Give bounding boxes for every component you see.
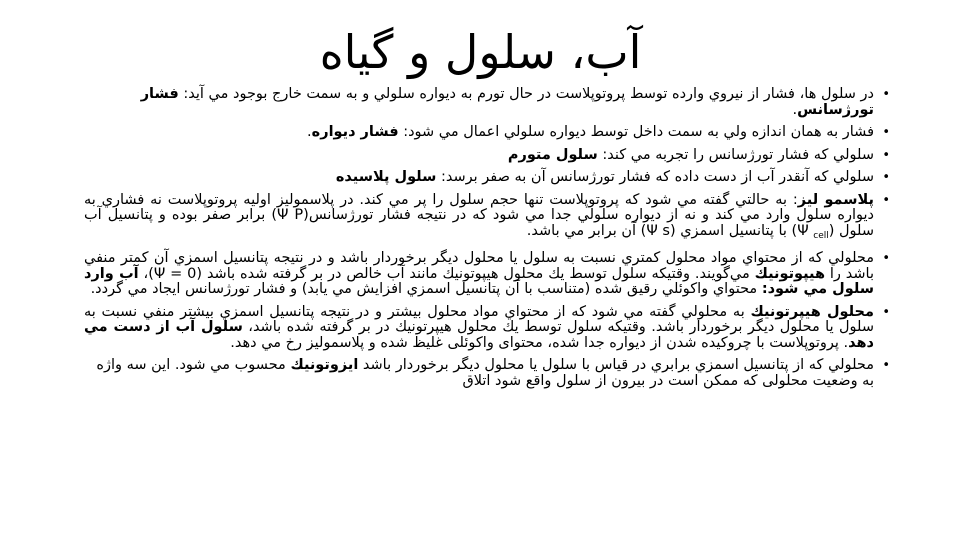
term-turgor-pressure: فشار تورژسانس <box>140 86 874 118</box>
bullet-text: محسوب مي شود. اين سه واژه به وضعيت محلولی كه ممكن است در بيرون از سلول واقع شود اتلاق <box>96 357 874 389</box>
bullet-text: . <box>307 124 312 140</box>
term-hypotonic: هيپوتونيك <box>754 265 825 282</box>
bullet-turgid-cell <box>84 148 890 164</box>
psi-p-symbol: Ψ P <box>276 207 304 223</box>
bullet-text: ) برابر صفر بوده و پتانسيل آب سلول ( <box>84 207 874 239</box>
bullet-text: محلولي كه از پتانسيل اسمزي برابري در قياس با سلول يا محلول ديگر برخوردار باشد <box>358 357 874 373</box>
bullet-text: )، <box>138 265 154 282</box>
bullet-text: مي‌گويند. وقتيكه سلول توسط يك محلول هيپوتونيك مانند آب خالص در بر گرفته شده باشد ( <box>196 265 755 282</box>
term-cell-loses-water: سلول آب از دست مي دهد <box>84 319 874 351</box>
bullet-list <box>84 87 890 396</box>
psi-zero-formula: Ψ = 0 <box>153 265 197 282</box>
bullet-text: ) با پتانسيل اسمزي ( <box>669 222 798 239</box>
bullet-text: فشار به همان اندازه ولي به سمت داخل توسط ديواره سلولي اعمال مي شود: <box>398 124 874 140</box>
term-wall-pressure: فشار ديواره <box>311 124 399 140</box>
slide-title: آب، سلول و گیاه <box>319 25 642 79</box>
bullet-flaccid-cell <box>84 170 890 186</box>
term-isotonic: ايزوتونيك <box>290 357 359 373</box>
term-hypertonic: محلول هيپرتونيك <box>750 303 874 320</box>
term-water-enters-cell: آب وارد سلول مي شود: <box>84 265 874 297</box>
bullet-text: سلولي كه فشار تورژسانس را تجربه مي كند: <box>597 146 874 163</box>
bullet-plasmolysis <box>84 193 890 245</box>
bullet-isotonic <box>84 358 890 389</box>
psi-s-symbol: Ψ s <box>646 222 670 239</box>
bullet-hypotonic <box>84 251 890 298</box>
term-plasmolysis: پلاسمو ليز <box>797 191 874 208</box>
bullet-text: . پروتوپلاست با چروكيده شدن از ديواره جدا شده، محتوای واكوئلی غليظ شده و پلاسموليز رخ مي دهد. <box>230 334 849 351</box>
cell-subscript: cell <box>813 230 829 241</box>
bullet-hypertonic <box>84 305 890 352</box>
bullet-text: در سلول ها، فشار از نيروي وارده توسط پروتوپلاست در حال تورم به ديواره سلولي و به سمت خارج بوجود مي آيد: <box>178 86 874 102</box>
term-turgid-cell: سلول متورم <box>507 146 598 163</box>
psi-symbol: Ψ <box>797 222 809 239</box>
bullet-text: . <box>792 101 798 118</box>
bullet-text: به محلولي گفته مي شود كه از محتواي مواد محلول بيشتر و در نتيجه پتانسيل اسمزي بيشتر منفي نسبت به سلول يا محلول ديگر برخوردار باشد. وقتيكه سلول توسط يك محلول هيپرتونيك در بر گرفته شده باشد، <box>84 303 874 335</box>
psi-cell-symbol <box>797 223 829 239</box>
bullet-text: : به حالتي گفته مي شود كه پروتوپلاست تنها حجم سلول را پر مي كند. در پلاسموليز اوليه پروتوپلاست نه فشاري به ديواره سلول وارد مي كند و نه از ديواره سلولي جدا مي شود كه در نتيجه فشار تورژسانس( <box>84 191 874 223</box>
bullet-turgor-pressure <box>84 87 890 118</box>
bullet-text: محتواي واكوئلي رقيق شده (متناسب با آن پتانسيل اسمزي افزايش مي يابد) و فشار تورژسانس ايجاد مي گردد. <box>90 281 762 297</box>
bullet-text: ) آن برابر مي باشد. <box>526 222 647 239</box>
bullet-wall-pressure <box>84 125 890 141</box>
bullet-text: سلولي كه آنقدر آب از دست داده كه فشار تورژسانس آن به صفر برسد: <box>436 169 874 185</box>
term-flaccid-cell: سلول پلاسيده <box>335 169 437 185</box>
bullet-text: محلولي كه از محتواي مواد محلول كمتري نسبت به سلول يا محلول ديگر برخوردار باشد و در نتيجه پتانسيل اسمزي آن كمتر منفي باشد را <box>84 250 874 282</box>
